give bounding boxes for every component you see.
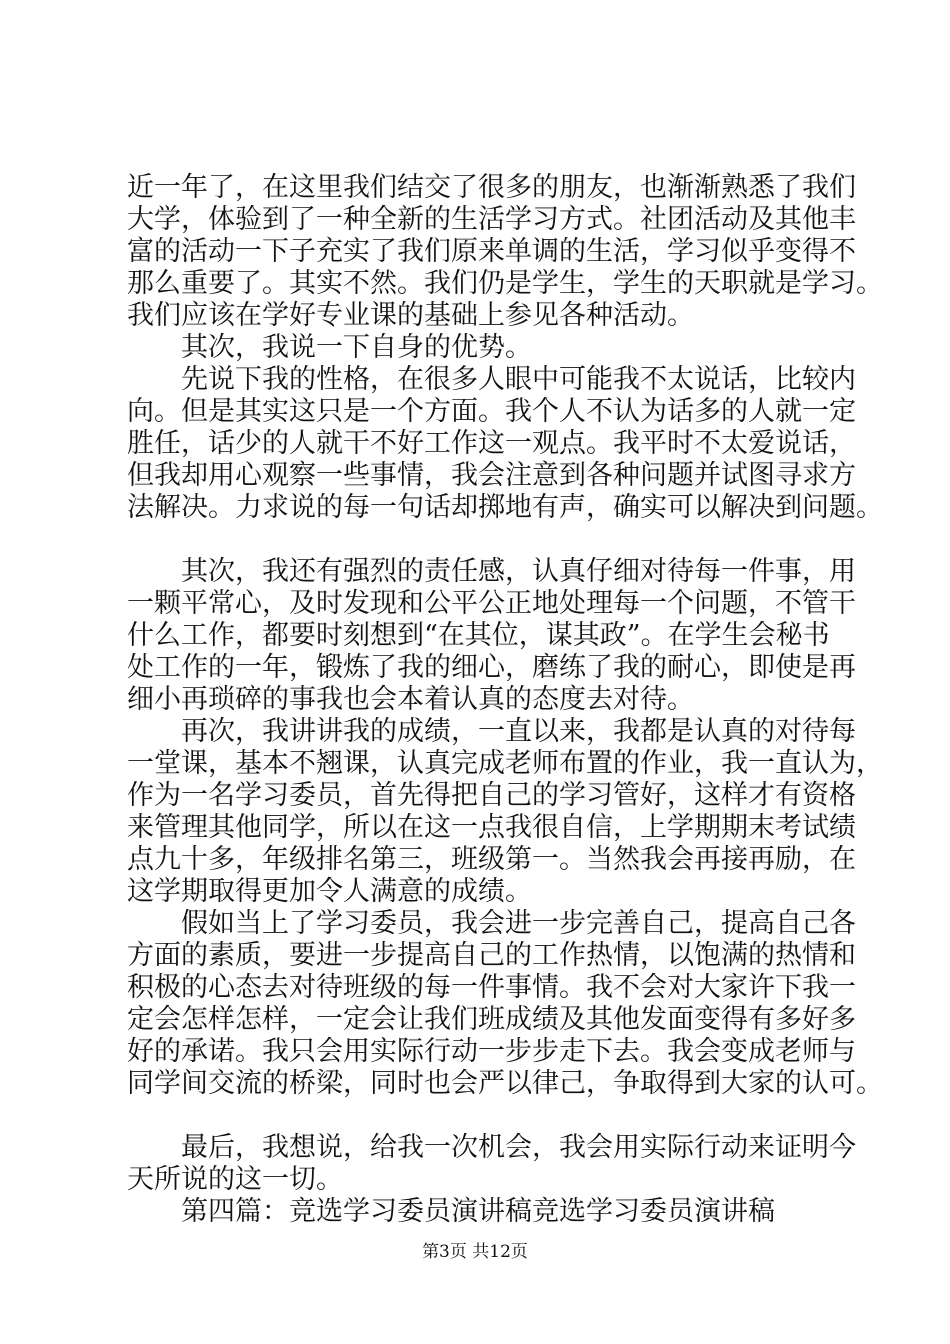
text-line: 假如当上了学习委员，我会进一步完善自己，提高自己各 [181, 908, 856, 939]
text-line: 其次，我说一下自身的优势。 [181, 332, 532, 363]
text-line: 点九十多，年级排名第三，班级第一。当然我会再接再励，在 [127, 844, 856, 875]
text-line: 我们应该在学好专业课的基础上参见各种活动。 [127, 300, 694, 331]
text-line: 定会怎样怎样，一定会让我们班成绩及其他发面变得有多好多 [127, 1004, 856, 1035]
text-line: 来管理其他同学，所以在这一点我很自信，上学期期末考试绩 [127, 812, 856, 843]
text-line: 方面的素质，要进一步提高自己的工作热情，以饱满的热情和 [127, 940, 856, 971]
text-line: 近一年了，在这里我们结交了很多的朋友，也渐渐熟悉了我们 [127, 172, 856, 203]
text-line: 胜任，话少的人就干不好工作这一观点。我平时不太爱说话， [127, 428, 856, 459]
text-line: 但我却用心观察一些事情，我会注意到各种问题并试图寻求方 [127, 460, 856, 491]
text-line: 大学，体验到了一种全新的生活学习方式。社团活动及其他丰 [127, 204, 856, 235]
text-line: 天所说的这一切。 [127, 1164, 343, 1195]
text-line: 再次，我讲讲我的成绩，一直以来，我都是认真的对待每 [181, 716, 856, 747]
text-line: 处工作的一年，锻炼了我的细心，磨练了我的耐心，即使是再 [127, 652, 856, 683]
section-heading: 第四篇：竞选学习委员演讲稿竞选学习委员演讲稿 [181, 1196, 775, 1227]
text-line: 向。但是其实这只是一个方面。我个人不认为话多的人就一定 [127, 396, 856, 427]
text-line: 细小再琐碎的事我也会本着认真的态度去对待。 [127, 684, 694, 715]
text-line: 先说下我的性格，在很多人眼中可能我不太说话，比较内 [181, 364, 856, 395]
text-line: 其次，我还有强烈的责任感，认真仔细对待每一件事，用 [181, 556, 856, 587]
text-line: 一堂课，基本不翘课，认真完成老师布置的作业，我一直认为， [127, 748, 883, 779]
page-number: 第3页 共12页 [422, 1242, 528, 1262]
text-line: 这学期取得更加令人满意的成绩。 [127, 876, 532, 907]
text-line: 法解决。力求说的每一句话却掷地有声，确实可以解决到问题。 [127, 492, 883, 523]
text-line: 同学间交流的桥梁，同时也会严以律己，争取得到大家的认可。 [127, 1068, 883, 1099]
text-line: 好的承诺。我只会用实际行动一步步走下去。我会变成老师与 [127, 1036, 856, 1067]
text-line: 作为一名学习委员，首先得把自己的学习管好，这样才有资格 [127, 780, 856, 811]
text-line: 富的活动一下子充实了我们原来单调的生活，学习似乎变得不 [127, 236, 856, 267]
text-line: 那么重要了。其实不然。我们仍是学生，学生的天职就是学习。 [127, 268, 883, 299]
text-line: 最后，我想说，给我一次机会，我会用实际行动来证明今 [181, 1132, 856, 1163]
text-line: 一颗平常心，及时发现和公平公正地处理每一个问题，不管干 [127, 588, 856, 619]
text-line: 积极的心态去对待班级的每一件事情。我不会对大家许下我一 [127, 972, 856, 1003]
text-line: 什么工作，都要时刻想到“在其位，谋其政”。在学生会秘书 [127, 620, 830, 651]
